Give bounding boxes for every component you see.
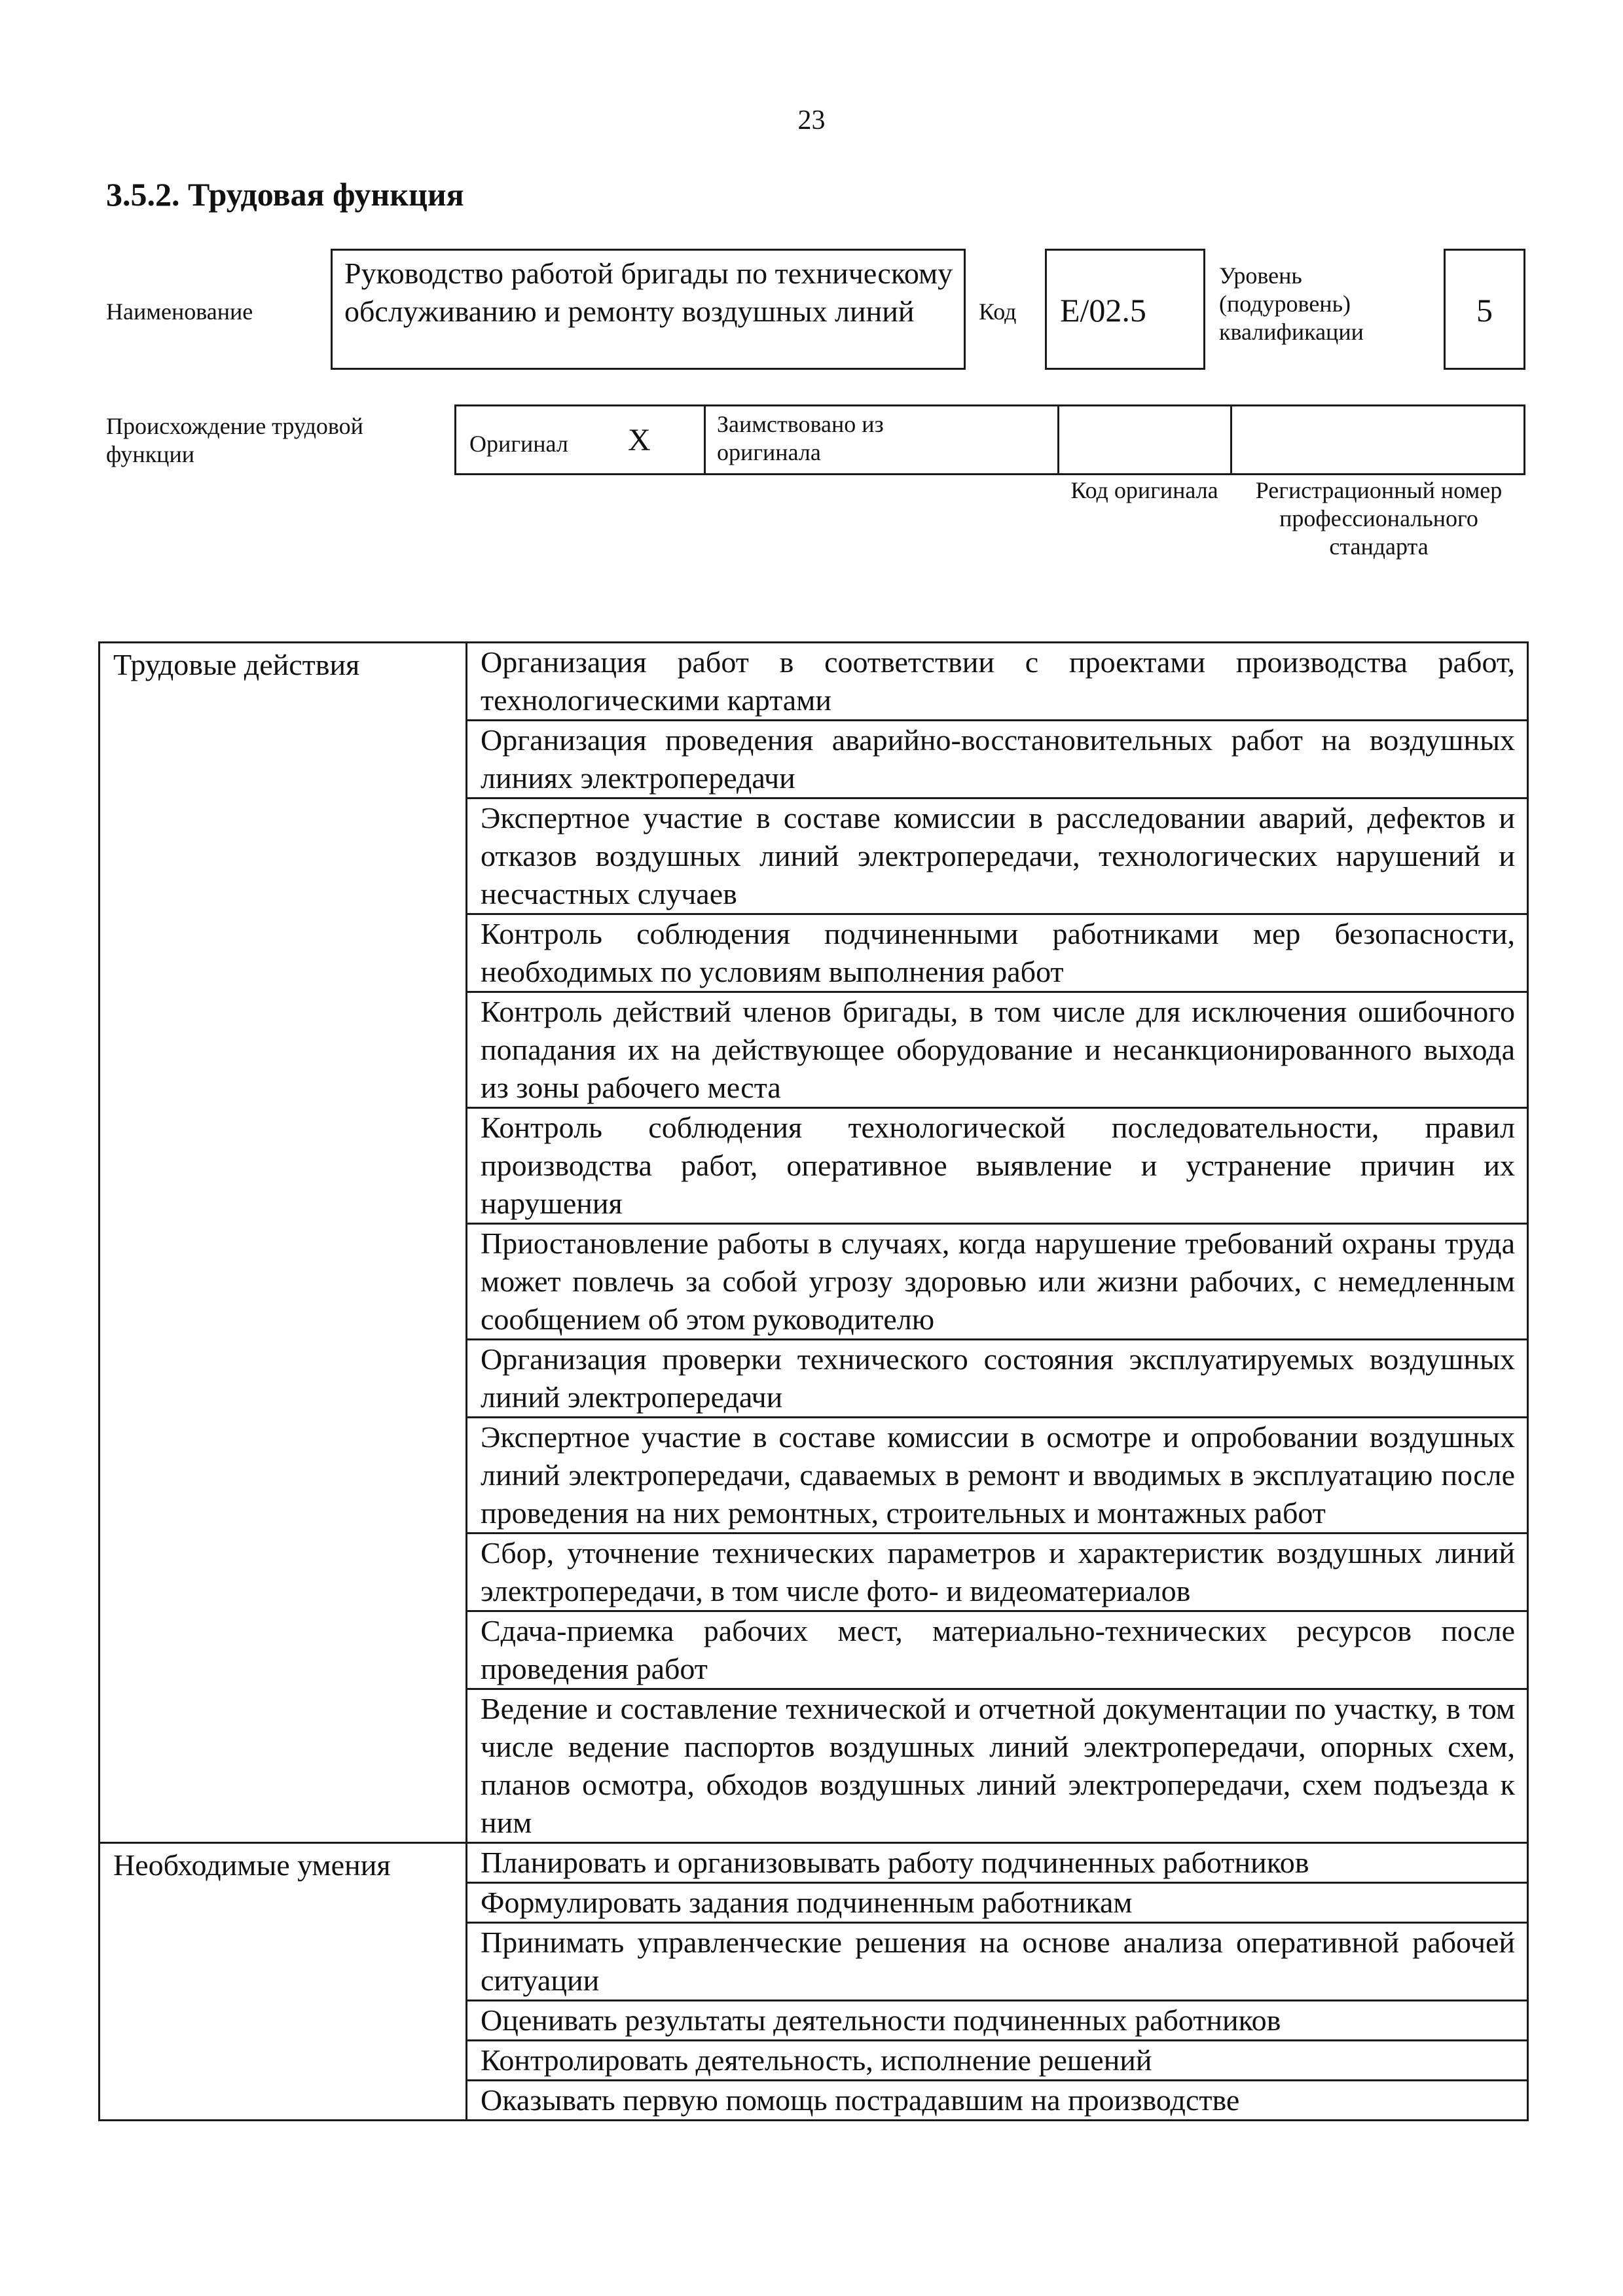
table-cell-item: Планировать и организовывать работу подчиненных работников xyxy=(467,1843,1528,1883)
category-label: Трудовые действия xyxy=(100,643,467,1843)
origin-divider-1 xyxy=(704,406,706,473)
code-label: Код xyxy=(979,298,1017,325)
table-cell-item: Экспертное участие в составе комиссии в расследовании аварий, дефектов и отказов воздушных линий электропередачи, технологических нарушений и несчастных случаев xyxy=(467,798,1528,914)
table-cell-item: Контроль соблюдения технологической последовательности, правил производства работ, оперативное выявление и устранение причин их нарушения xyxy=(467,1108,1528,1224)
labor-function-table xyxy=(98,641,1529,2121)
table-cell-item: Организация проверки технического состояния эксплуатируемых воздушных линий электропередачи xyxy=(467,1340,1528,1418)
name-box xyxy=(331,249,966,370)
table-cell-item: Оказывать первую помощь пострадавшим на производстве xyxy=(467,2081,1528,2121)
borrowed-label: Заимствовано из оригинала xyxy=(717,411,884,466)
table-cell-item: Принимать управленческие решения на основе анализа оперативной рабочей ситуации xyxy=(467,1923,1528,2001)
name-label: Наименование xyxy=(106,298,253,325)
registration-number-caption: Регистрационный номер профессионального стандарта xyxy=(1255,477,1503,560)
name-value: Руководство работой бригады по техническому обслуживанию и ремонту воздушных линий xyxy=(344,257,953,329)
level-value: 5 xyxy=(1476,292,1493,329)
origin-table xyxy=(454,404,1525,475)
original-code-caption: Код оригинала xyxy=(1070,477,1218,503)
table-cell-item: Контроль соблюдения подчиненными работниками мер безопасности, необходимых по условиям выполнения работ xyxy=(467,914,1528,992)
registration-number-cell xyxy=(1234,406,1522,473)
table-row xyxy=(100,643,1528,721)
table-cell-item: Ведение и составление технической и отчетной документации по участку, в том числе ведение паспортов воздушных линий электропередачи, опорных схем, планов осмотра, обходов воздушных линий электропередачи, схем подъезда к ним xyxy=(467,1689,1528,1843)
level-box xyxy=(1444,249,1525,370)
origin-divider-2 xyxy=(1057,406,1059,473)
table-cell-item: Приостановление работы в случаях, когда нарушение требований охраны труда может повлечь за собой угрозу здоровью или жизни рабочих, с немедленным сообщением об этом руководителю xyxy=(467,1224,1528,1340)
table-row xyxy=(100,1843,1528,1883)
original-code-cell xyxy=(1061,406,1228,473)
category-label: Необходимые умения xyxy=(100,1843,467,2121)
table-cell-item: Сбор, уточнение технических параметров и характеристик воздушных линий электропередачи, в том числе фото- и видеоматериалов xyxy=(467,1534,1528,1611)
original-mark: X xyxy=(628,423,651,457)
table-cell-item: Формулировать задания подчиненным работникам xyxy=(467,1883,1528,1923)
code-box xyxy=(1045,249,1205,370)
section-title: 3.5.2. Трудовая функция xyxy=(106,176,464,213)
table-cell-item: Организация работ в соответствии с проектами производства работ, технологическими картами xyxy=(467,643,1528,721)
origin-label: Происхождение трудовой функции xyxy=(106,413,363,468)
table-cell-item: Экспертное участие в составе комиссии в осмотре и опробовании воздушных линий электропередачи, сдаваемых в ремонт и вводимых в эксплуатацию после проведения на них ремонтных, строительных и монтажных работ xyxy=(467,1418,1528,1534)
code-value: E/02.5 xyxy=(1060,292,1146,329)
table-cell-item: Контроль действий членов бригады, в том числе для исключения ошибочного попадания их на действующее оборудование и несанкционированного выхода из зоны рабочего места xyxy=(467,992,1528,1108)
table-cell-item: Контролировать деятельность, исполнение решений xyxy=(467,2041,1528,2081)
origin-divider-3 xyxy=(1230,406,1232,473)
original-label: Оригинал xyxy=(469,431,568,457)
table-cell-item: Организация проведения аварийно-восстановительных работ на воздушных линиях электропередачи xyxy=(467,721,1528,798)
level-label: Уровень (подуровень) квалификации xyxy=(1219,262,1364,346)
table-cell-item: Сдача-приемка рабочих мест, материально-технических ресурсов после проведения работ xyxy=(467,1611,1528,1689)
table-cell-item: Оценивать результаты деятельности подчиненных работников xyxy=(467,2001,1528,2041)
page-number: 23 xyxy=(797,105,826,135)
